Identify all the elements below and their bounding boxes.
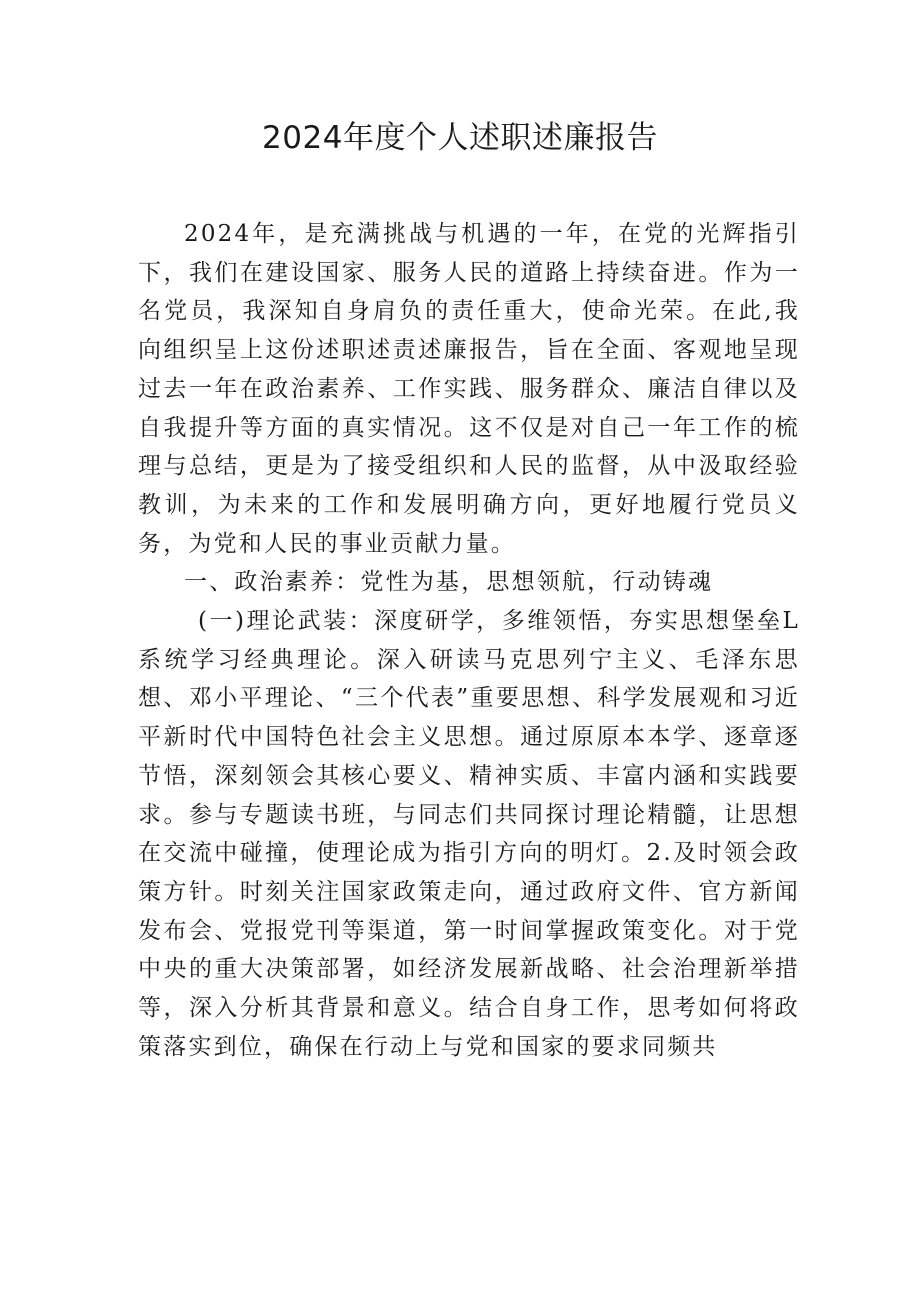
intro-paragraph: 2024年，是充满挑战与机遇的一年，在党的光辉指引下，我们在建设国家、服务人民的道路上持续奋进。作为一名党员，我深知自身肩负的责任重大，使命光荣。在此,我向组织呈上这份述职述责述廉报告，旨在全面、客观地呈现过去一年在政治素养、工作实践、服务群众、廉洁自律以及自我提升等方面的真实情况。这不仅是对自己一年工作的梳理与总结，更是为了接受组织和人民的监督，从中汲取经验教训，为未来的工作和发展明确方向，更好地履行党员义务，为党和人民的事业贡献力量。 xyxy=(138,221,800,557)
document-title: 2024年度个人述职述廉报告 xyxy=(262,120,658,156)
document-body xyxy=(138,215,800,1066)
subsection-theory-paragraph: (一)理论武装：深度研学，多维领悟，夯实思想堡垒L系统学习经典理论。深入研读马克思列宁主义、毛泽东思想、邓小平理论、“三个代表”重要思想、科学发展观和习近平新时代中国特色社会主义思想。通过原原本本学、逐章逐节悟，深刻领会其核心要义、精神实质、丰富内涵和实践要求。参与专题读书班，与同志们共同探讨理论精髓，让思想在交流中碰撞，使理论成为指引方向的明灯。2.及时领会政策方针。时刻关注国家政策走向，通过政府文件、官方新闻发布会、党报党刊等渠道，第一时间掌握政策变化。对于党中央的重大决策部署，如经济发展新战略、社会治理新举措等，深入分析其背景和意义。结合自身工作，思考如何将政策落实到位，确保在行动上与党和国家的要求同频共 xyxy=(138,608,800,1060)
section-heading-political-literacy: 一、政治素养：党性为基，思想领航，行动铸魂 xyxy=(184,569,714,596)
